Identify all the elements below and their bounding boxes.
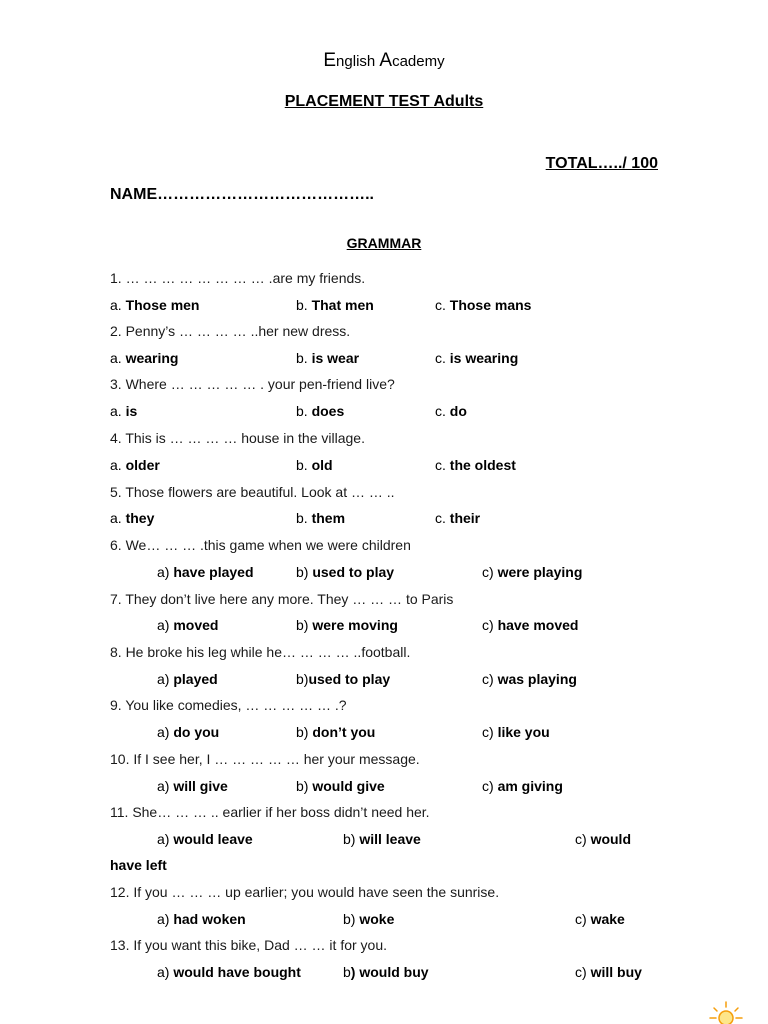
option-11c-continued: have left	[110, 857, 167, 873]
option-3a: a. is	[110, 403, 138, 419]
option-9c: c) like you	[482, 724, 550, 740]
question-1: 1. … … … … … … … … .are my friends.	[110, 270, 366, 286]
option-13a: a) would have bought	[157, 964, 301, 980]
option-13b: b) would buy	[343, 964, 429, 980]
option-11a: a) would leave	[157, 831, 253, 847]
option-4b: b. old	[296, 457, 333, 473]
test-title: PLACEMENT TEST Adults	[284, 93, 484, 110]
section-title: GRAMMAR	[346, 235, 422, 251]
option-1b: b. That men	[296, 297, 374, 313]
option-7a: a) moved	[157, 617, 219, 633]
question-11: 11. She… … … .. earlier if her boss didn’t need her.	[110, 804, 430, 820]
option-2b: b. is wear	[296, 350, 360, 366]
option-5b: b. them	[296, 510, 346, 526]
option-7c: c) have moved	[482, 617, 579, 633]
option-8b: b)used to play	[296, 671, 391, 687]
question-6: 6. We… … … .this game when we were children	[110, 537, 411, 553]
option-10b: b) would give	[296, 778, 385, 794]
option-13c: c) will buy	[575, 964, 642, 980]
option-2c: c. is wearing	[435, 350, 519, 366]
question-13: 13. If you want this bike, Dad … … it for you.	[110, 937, 388, 953]
option-10a: a) will give	[157, 778, 228, 794]
option-6a: a) have played	[157, 564, 254, 580]
option-4c: c. the oldest	[435, 457, 516, 473]
option-9a: a) do you	[157, 724, 220, 740]
option-12c: c) wake	[575, 911, 625, 927]
option-8a: a) played	[157, 671, 218, 687]
option-1c: c. Those mans	[435, 297, 532, 313]
total-score: TOTAL…../ 100	[545, 155, 658, 172]
question-9: 9. You like comedies, … … … … … .?	[110, 697, 347, 713]
option-12a: a) had woken	[157, 911, 246, 927]
option-12b: b) woke	[343, 911, 395, 927]
question-2: 2. Penny’s … … … … ..her new dress.	[110, 323, 351, 339]
sun-icon	[708, 1000, 744, 1024]
option-6b: b) used to play	[296, 564, 395, 580]
name-field: NAME…………………………………..	[110, 186, 374, 203]
question-3: 3. Where … … … … … . your pen-friend live?	[110, 376, 395, 392]
option-4a: a. older	[110, 457, 160, 473]
academy-name: English Academy	[323, 50, 445, 71]
question-12: 12. If you … … … up earlier; you would have seen the sunrise.	[110, 884, 500, 900]
option-2a: a. wearing	[110, 350, 179, 366]
question-7: 7. They don’t live here any more. They … … … to Paris	[110, 591, 454, 607]
option-9b: b) don’t you	[296, 724, 376, 740]
option-5c: c. their	[435, 510, 481, 526]
option-7b: b) were moving	[296, 617, 398, 633]
option-11c: c) would	[575, 831, 631, 847]
option-1a: a. Those men	[110, 297, 200, 313]
question-10: 10. If I see her, I … … … … … her your message.	[110, 751, 420, 767]
option-8c: c) was playing	[482, 671, 577, 687]
option-11b: b) will leave	[343, 831, 421, 847]
option-3c: c. do	[435, 403, 467, 419]
question-4: 4. This is … … … … house in the village.	[110, 430, 365, 446]
option-3b: b. does	[296, 403, 345, 419]
question-5: 5. Those flowers are beautiful. Look at … … ..	[110, 484, 395, 500]
option-10c: c) am giving	[482, 778, 563, 794]
option-5a: a. they	[110, 510, 155, 526]
question-8: 8. He broke his leg while he… … … … ..football.	[110, 644, 411, 660]
option-6c: c) were playing	[482, 564, 583, 580]
